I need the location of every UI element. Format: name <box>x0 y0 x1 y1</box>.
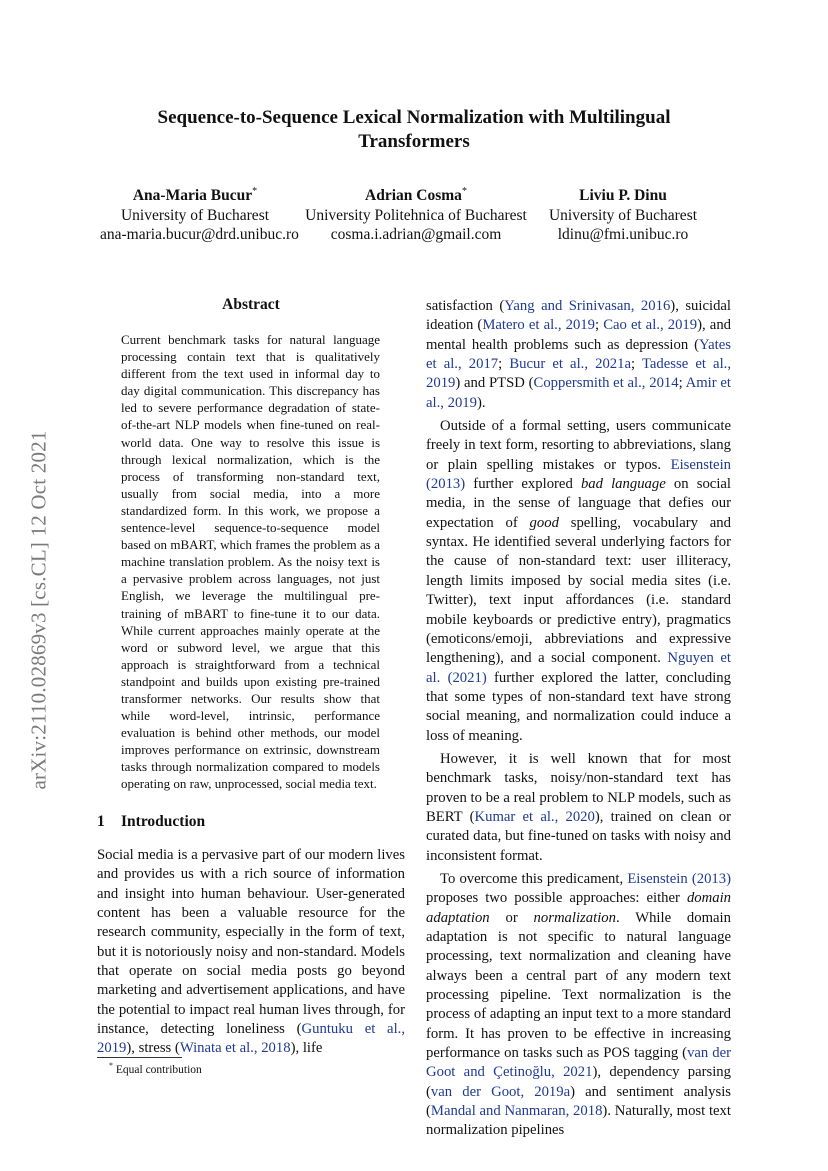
body-text: ) and sentiment analysis ( <box>426 1083 731 1120</box>
footnote-text: Equal contribution <box>115 1063 202 1076</box>
intro-text: ), life <box>290 1040 323 1057</box>
abstract-heading: Abstract <box>222 296 280 313</box>
citation-link[interactable]: Kumar et al., 2020 <box>474 808 595 825</box>
intro-text: Social media is a pervasive part of our modern lives and provides us with a rich source of information and insight into human behaviour. User-generated content has been a valuable resource for the research community, especially in the form of text, but it is notoriously noisy and non-standard. Models that operate on social media posts go beyond marketing and advertisement applications, and have the potential to impact real human lives through, for instance, detecting loneliness ( <box>97 847 405 1038</box>
footnote <box>109 1061 202 1076</box>
body-text: proposes two possible approaches: either <box>426 890 687 907</box>
section-title: Introduction <box>121 813 206 830</box>
author-1-email: ana-maria.bucur@drd.unibuc.ro <box>100 226 299 244</box>
body-text: further explored <box>465 476 581 493</box>
author-2-email: cosma.i.adrian@gmail.com <box>330 226 502 244</box>
right-paragraph-3 <box>426 750 731 866</box>
citation-link[interactable]: Matero et al., 2019 <box>482 317 595 334</box>
emphasis: bad language <box>580 476 666 493</box>
author-2-name: Adrian Cosma <box>365 187 462 205</box>
arxiv-stamp <box>19 370 59 850</box>
author-2-affiliation: University Politehnica of Bucharest <box>305 206 527 224</box>
section-number: 1 <box>97 813 105 830</box>
author-1-mark: * <box>252 186 258 197</box>
citation-link[interactable]: Nguyen et al. (2021) <box>426 650 732 686</box>
right-paragraph-1 <box>426 297 731 413</box>
right-paragraph-4 <box>426 870 731 1141</box>
citation-link[interactable]: Amir et al., 2019 <box>426 375 731 411</box>
author-2 <box>296 182 536 245</box>
right-column <box>426 297 731 1141</box>
citation-link[interactable]: Winata et al., 2018 <box>179 1040 291 1057</box>
body-text: further explored the latter, concluding that some types of non-standard text have strong social meaning, and normalization could induce a loss of meaning. <box>426 669 731 744</box>
body-text: ), and mental health problems such as depression ( <box>426 317 732 353</box>
citation-link[interactable]: Yates et al., 2017 <box>426 336 731 373</box>
body-text: on social media, in the sense of language that defies our expectation of <box>426 476 731 531</box>
body-text: ). <box>477 394 486 411</box>
body-text: . While domain adaptation is not specific to natural language processing, text normalization and cleaning have always been a central part of any modern text processing pipeline. Text normalization is the process of adapting an input text to a more standard form. It has proven to be effective in increasing performance on tasks such as POS tagging ( <box>426 909 731 1062</box>
citation-link[interactable]: van der Goot and Çetinoğlu, 2021 <box>426 1045 731 1081</box>
author-3 <box>541 182 705 245</box>
author-1 <box>100 182 299 245</box>
emphasis: normalization <box>533 909 616 926</box>
body-text: or <box>489 909 534 926</box>
author-3-name: Liviu P. Dinu <box>579 187 667 205</box>
title-line-2: Transformers <box>358 131 470 152</box>
footnote-rule <box>97 1057 182 1058</box>
body-text: ; <box>631 356 642 373</box>
citation-link[interactable]: Guntuku et al., 2019 <box>97 1021 405 1057</box>
intro-text: ), stress ( <box>126 1040 180 1057</box>
section-heading <box>97 813 205 831</box>
paper-title <box>0 106 828 154</box>
citation-link[interactable]: Eisenstein (2013) <box>426 456 731 493</box>
citation-link[interactable]: Eisenstein (2013) <box>627 870 731 887</box>
abstract-text: Current benchmark tasks for natural language processing contain text that is qualitatively different from the text used in informal day to day digital communication. This discrepancy has led to severe performance degradation of state-of-the-art NLP models when fine-tuned on real-world data. One way to resolve this issue is through lexical normalization, which is the process of transforming non-standard text, usually from social media, into a more standardized form. In this work, we propose a sentence-level sequence-to-sequence model based on mBART, which frames the problem as a machine translation problem. As the noisy text is a pervasive problem across languages, not just English, we leverage the multilingual pre-training of mBART to fine-tune it to our data. While current approaches mainly operate at the word or subword level, we argue that this approach is straightforward from a technical standpoint and builds upon existing pre-trained transformer networks. Our results show that while word-level, intrinsic, performance evaluation is behind other methods, our model improves performance on extrinsic, downstream tasks through normalization compared to models operating on raw, unprocessed, social media text. <box>121 332 380 792</box>
author-1-name: Ana-Maria Bucur <box>132 187 253 205</box>
arxiv-id: arXiv:2110.02869v3 [cs.CL] 12 Oct 2021 <box>26 430 51 790</box>
citation-link[interactable]: Cao et al., 2019 <box>603 317 698 334</box>
right-paragraph-2 <box>426 417 731 746</box>
body-text: ), suicidal ideation ( <box>426 298 732 334</box>
body-text: spelling, vocabulary and syntax. He identified several underlying factors for the cause of non-standard text: user illiteracy, length limits imposed by social media sites (i.e. Twitter), text input affordances (i.e. standard mobile keyboards or predictive entry), pragmatics (emoticons/emoji, abbreviations and expressive lengthening), and a social component. <box>426 514 731 667</box>
emphasis: domain adaptation <box>426 890 731 926</box>
body-text: ; <box>498 356 510 373</box>
author-3-affiliation: University of Bucharest <box>548 206 698 224</box>
body-text: satisfaction ( <box>426 298 505 314</box>
footnote-mark: * <box>109 1061 113 1070</box>
body-text: ; <box>678 375 686 392</box>
citation-link[interactable]: van der Goot, 2019a <box>430 1083 571 1100</box>
author-2-mark: * <box>461 186 467 197</box>
body-text: ). Naturally, most text normalization pipelines <box>426 1103 731 1139</box>
body-text: ), trained on clean or curated data, but fine-tuned on tasks with noisy and inconsistent format. <box>426 808 731 864</box>
citation-link[interactable]: Bucur et al., 2021a <box>509 356 632 373</box>
body-text: ) and PTSD ( <box>455 375 534 392</box>
author-1-affiliation: University of Bucharest <box>120 206 270 224</box>
intro-paragraph-1 <box>97 846 405 1059</box>
citation-link[interactable]: Tadesse et al., 2019 <box>426 356 731 392</box>
citation-link[interactable]: Yang and Srinivasan, 2016 <box>504 298 671 314</box>
title-line-1: Sequence-to-Sequence Lexical Normalization with Multilingual <box>157 107 671 128</box>
emphasis: good <box>529 514 559 531</box>
body-text: However, it is well known that for most benchmark tasks, noisy/non-standard text has proven to be a real problem to NLP models, such as BERT ( <box>426 750 731 825</box>
citation-link[interactable]: Mandal and Nanmaran, 2018 <box>430 1103 603 1120</box>
author-3-email: ldinu@fmi.unibuc.ro <box>557 226 689 244</box>
citation-link[interactable]: Coppersmith et al., 2014 <box>533 375 679 392</box>
body-text: Outside of a formal setting, users communicate freely in text form, resorting to abbreviations, slang or plain spelling mistakes or typos. <box>426 418 731 473</box>
body-text: To overcome this predicament, <box>440 870 628 887</box>
body-text: ), dependency parsing ( <box>426 1064 731 1100</box>
body-text: ; <box>595 317 604 334</box>
